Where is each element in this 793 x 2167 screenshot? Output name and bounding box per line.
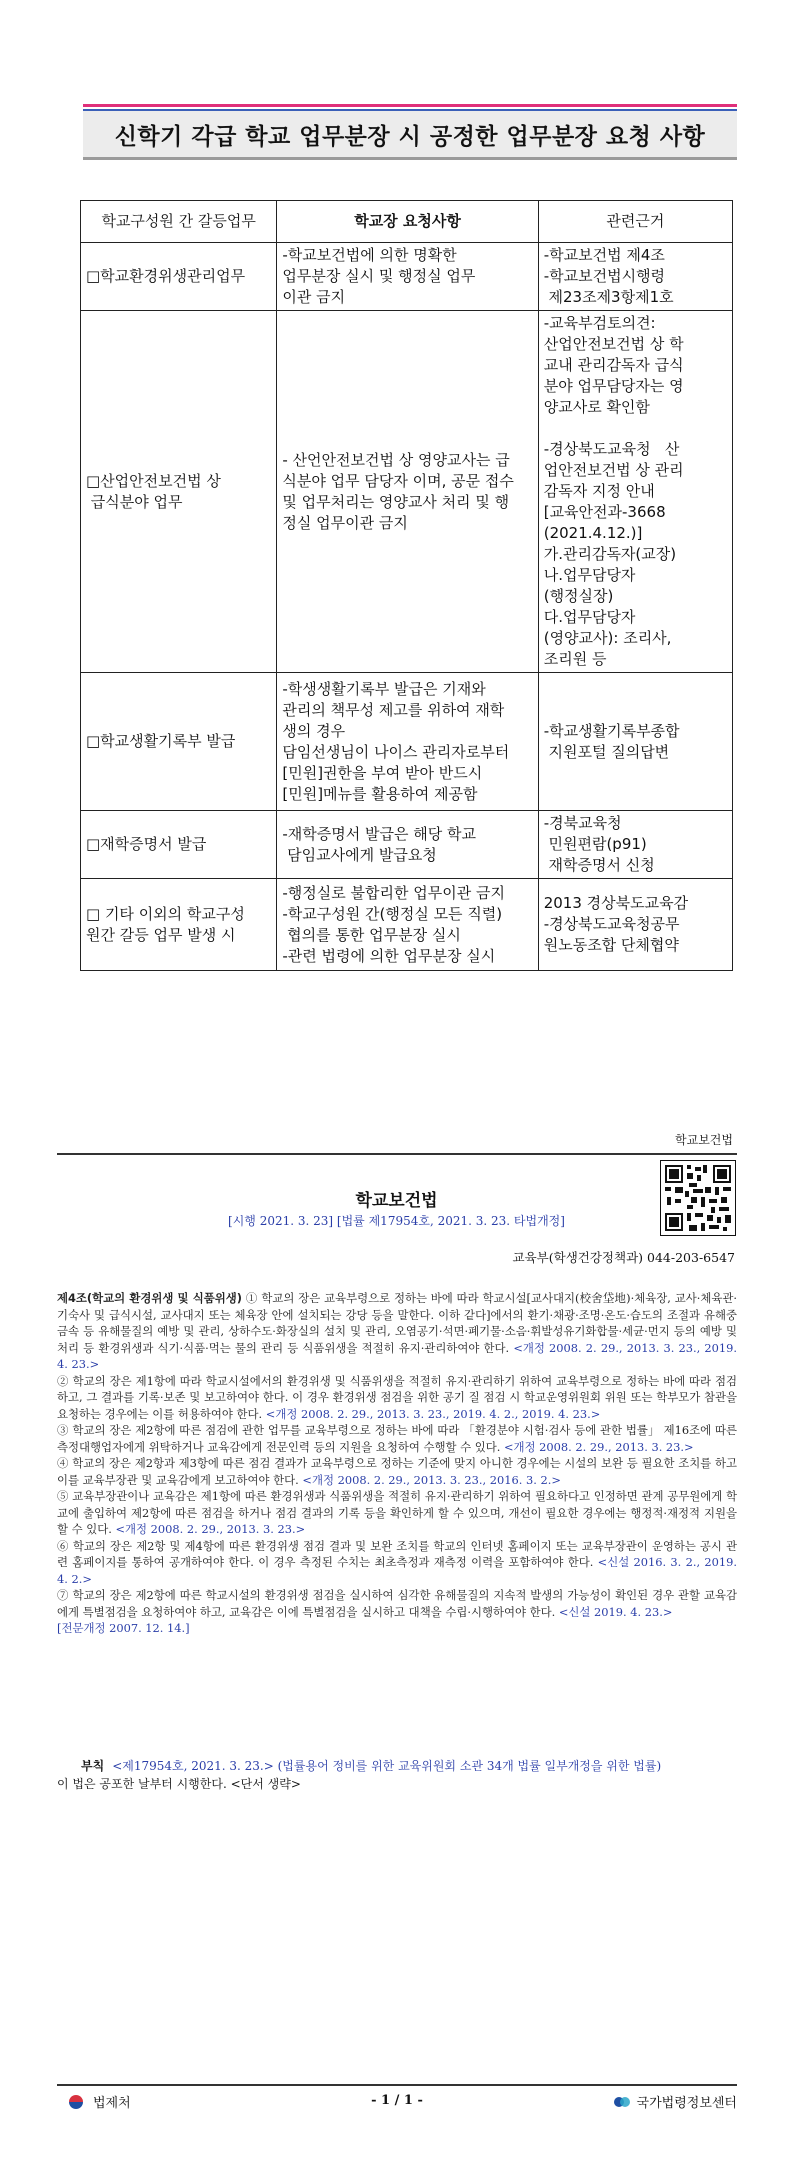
- title-bottom-line: [83, 157, 737, 160]
- basis-cell-line: [544, 418, 727, 439]
- basis-cell: [538, 673, 732, 811]
- table-row: [81, 811, 733, 879]
- request-cell-line: 담임선생님이 나이스 관리자로부터: [282, 742, 510, 761]
- category-cell: [81, 879, 277, 971]
- basis-cell-line: 교내 관리감독자 급식: [543, 356, 684, 374]
- request-cell-line: 이관 금지: [282, 288, 346, 306]
- header-conflict-task: 학교구성원 간 갈등업무: [81, 201, 277, 243]
- request-cell: [277, 243, 538, 311]
- basis-cell-line: 분야 업무담당자는 영: [543, 377, 684, 395]
- table-header-row: [81, 201, 733, 243]
- law-enforcement-info: [시행 2021. 3. 23] [법률 제17954호, 2021. 3. 23. 타법개정]: [228, 1214, 565, 1228]
- basis-cell-line: 민원편람(p91): [543, 835, 647, 853]
- basis-cell-line: 감독자 지정 안내: [543, 482, 655, 500]
- header-basis: 관련근거: [538, 201, 732, 243]
- basis-cell-line: 제23조제3항제1호: [543, 288, 674, 306]
- basis-cell-line: (영양교사): 조리사,: [543, 629, 672, 647]
- page-footer: [57, 2092, 737, 2112]
- basis-cell-line: [교육안전과-3668: [543, 503, 666, 521]
- addenda-label: 부칙: [81, 1759, 105, 1773]
- law-article-body: [57, 1290, 737, 1637]
- amendment-note: <개정 2008. 2. 29., 2013. 3. 23., 2016. 3. 2.>: [302, 1472, 561, 1487]
- category-cell: [81, 811, 277, 879]
- basis-cell-line: 가.관리감독자(교장): [543, 545, 677, 563]
- request-cell-line: 협의를 통한 업무분장 실시: [282, 925, 461, 944]
- request-cell-line: - 산언안전보건법 상 영양교사는 급: [282, 450, 510, 469]
- full-amendment-note: [전문개정 2007. 12. 14.]: [57, 1621, 190, 1635]
- request-cell-line: 및 업무처리는 영양교사 처리 및 행: [282, 492, 510, 511]
- category-cell-line: □재학증명서 발급: [86, 835, 207, 853]
- law-paragraph-5: ⑤ 교육부장관이나 교육감은 제1항에 따른 환경위생과 식품위생을 적절히 유지·관리하기 위하여 필요하다고 인정하면 관계 공무원에게 학교에 출입하여 제2항에 따른 점검을 하거나 점검 결과의 기록 등을 확인하게 할 수 있으며, 개선이 필요한 경우에는 행정적·재정적 지원을 할 수 있다. <개정 2008. 2. 29., 2013. 3. 23.>: [57, 1489, 737, 1536]
- request-cell: [277, 673, 538, 811]
- request-cell-line: -행정실로 불합리한 업무이관 금지: [282, 883, 505, 902]
- amendment-note: <개정 2008. 2. 29., 2013. 3. 23., 2019. 4. 23.>: [57, 1340, 738, 1371]
- title-banner: [83, 104, 737, 160]
- request-cell-line: 식분야 업무 담당자 이며, 공문 접수: [282, 471, 514, 490]
- table-body: [81, 243, 733, 971]
- request-cell-line: -학생생활기록부 발급은 기재와: [282, 679, 486, 698]
- request-cell-line: [민원]권한을 부여 받아 반드시: [282, 763, 483, 782]
- law-center-logo-graphic: [613, 2094, 631, 2110]
- category-cell-line: □학교환경위생관리업무: [86, 267, 246, 285]
- law-department-contact: 교육부(학생건강정책과) 044-203-6547: [512, 1250, 735, 1265]
- addenda-amendment: <제17954호, 2021. 3. 23.> (법률용어 정비를 위한 교육위원회 소관 34개 법률 일부개정을 위한 법률): [112, 1759, 662, 1773]
- request-cell-line: 생의 경우: [282, 721, 346, 740]
- addenda-heading-row: [57, 1757, 737, 1775]
- basis-cell-line: -경상북도교육청 산: [543, 440, 680, 458]
- title-top-line: [83, 104, 737, 107]
- request-cell-line: 담임교사에게 발급요청: [282, 845, 437, 864]
- amendment-note: <신설 2019. 4. 23.>: [558, 1604, 673, 1619]
- basis-cell-line: 지원포털 질의답변: [543, 742, 670, 761]
- table-row: [81, 243, 733, 311]
- basis-cell-line: -학교보건법 제4조: [543, 246, 665, 264]
- request-cell: [277, 811, 538, 879]
- addenda-text: 이 법은 공포한 날부터 시행한다. <단서 생략>: [57, 1777, 301, 1791]
- basis-cell-line: (2021.4.12.)]: [543, 524, 643, 542]
- request-cell-line: -학교보건법에 의한 명확한: [282, 246, 457, 264]
- category-cell: [81, 243, 277, 311]
- request-table: [80, 200, 733, 971]
- header-divider: [57, 1153, 737, 1155]
- category-cell-line: □ 기타 이외의 학교구성: [86, 904, 245, 923]
- basis-cell-line: -경상북도교육청공무: [543, 915, 680, 933]
- basis-cell-line: 양교사로 확인함: [543, 398, 650, 416]
- category-cell-line: □산업안전보건법 상: [86, 471, 221, 490]
- header-principal-request: 학교장 요청사항: [277, 201, 538, 243]
- law-paragraph-1: 제4조(학교의 환경위생 및 식품위생) ① 학교의 장은 교육부령으로 정하는 바에 따라 학교시설[교사대지(校舍垈地)·체육장, 교사·체육관·기숙사 및 급식시설, 교사대지 또는 체육장 안에 설치되는 강당 등을 말한다. 이하 같다]에서의 환기·채광·조명·온도·습도의 조절과 유해중금속 등 유해물질의 예방 및 관리, 상하수도·화장실의 설치 및 관리, 오염공기·석면·폐기물·소음·휘발성유기화합물·세균·먼지 등의 예방 및 처리 등 환경위생과 식기·식품·먹는 물의 관리 등 식품위생을 적절히 유지·관리하여야 한다. <개정 2008. 2. 29., 2013. 3. 23., 2019. 4. 23.>: [57, 1291, 738, 1371]
- request-cell-line: 업무분장 실시 및 행정실 업무: [282, 267, 476, 285]
- amendment-note: <신설 2016. 3. 2., 2019. 4. 2.>: [57, 1555, 737, 1586]
- addenda-section: [57, 1757, 737, 1793]
- basis-cell-line: 2013 경상북도교육감: [543, 894, 689, 912]
- category-cell: [81, 311, 277, 673]
- amendment-note: <개정 2008. 2. 29., 2013. 3. 23.>: [503, 1439, 694, 1454]
- category-cell-line: □학교생활기록부 발급: [86, 732, 236, 750]
- basis-cell-line: 다.업무담당자: [543, 608, 636, 626]
- footer-right-text: 국가법령정보센터: [636, 2096, 737, 2111]
- category-cell-line: 급식분야 업무: [86, 492, 183, 511]
- request-cell-line: -관련 법령에 의한 업무분장 실시: [282, 946, 496, 965]
- request-cell-line: -재학증명서 발급은 해당 학교: [282, 824, 476, 843]
- request-cell: [277, 879, 538, 971]
- law-paragraph-6: ⑥ 학교의 장은 제2항 및 제4항에 따른 환경위생 점검 결과 및 보완 조치를 학교의 인터넷 홈페이지 또는 교육부장관이 운영하는 공시 관련 홈페이지를 통하여 공개하여야 한다. 이 경우 측정된 수치는 최초측정과 재측정 이력을 포함하여야 한다. <신설 2016. 3. 2., 2019. 4. 2.>: [57, 1538, 737, 1586]
- basis-cell: [538, 311, 732, 673]
- basis-cell-line: -교육부검토의견:: [543, 314, 656, 332]
- footer-divider: [57, 2084, 737, 2086]
- basis-cell: [538, 243, 732, 311]
- basis-cell-line: 조리원 등: [543, 650, 607, 668]
- table-row: [81, 673, 733, 811]
- basis-cell-line: 나.업무담당자: [543, 566, 636, 584]
- request-cell: [277, 311, 538, 673]
- table-row: [81, 879, 733, 971]
- page-number: - 1 / 1 -: [371, 2093, 423, 2108]
- basis-cell-line: (행정실장): [543, 587, 614, 605]
- law-center-logo-icon: [613, 2094, 631, 2110]
- page-title: 신학기 각급 학교 업무분장 시 공정한 업무분장 요청 사항: [83, 111, 737, 157]
- category-cell-line: 원간 갈등 업무 발생 시: [86, 925, 236, 944]
- law-title: 학교보건법: [355, 1191, 438, 1211]
- article-label: 제4조(학교의 환경위생 및 식품위생): [57, 1291, 242, 1305]
- law-paragraph-2: ② 학교의 장은 제1항에 따라 학교시설에서의 환경위생 및 식품위생을 적절히 유지·관리하기 위하여 교육부령으로 정하는 바에 따라 점검하고, 그 결과를 기록·보존 및 보고하여야 한다. 이 경우 환경위생 점검을 위한 공기 질 점검 시 학교운영위원회 위원 또는 학부모가 참관을 요청하는 경우에는 이를 허용하여야 한다. <개정 2008. 2. 29., 2013. 3. 23., 2019. 4. 2., 2019. 4. 23.>: [57, 1373, 737, 1421]
- request-cell-line: [민원]메뉴를 활용하여 제공함: [282, 784, 478, 803]
- footer-left-text: 법제처: [93, 2096, 131, 2111]
- basis-cell-line: 원노동조합 단체협약: [543, 936, 679, 954]
- law-running-header: 학교보건법: [675, 1133, 733, 1147]
- law-paragraph-4: ④ 학교의 장은 제2항과 제3항에 따른 점검 결과가 교육부령으로 정하는 기준에 맞지 아니한 경우에는 시설의 보완 등 필요한 조치를 하고 이를 교육부장관 및 교육감에게 보고하여야 한다. <개정 2008. 2. 29., 2013. 3. 23., 2016. 3. 2.>: [57, 1456, 737, 1487]
- amendment-note: <개정 2008. 2. 29., 2013. 3. 23., 2019. 4. 2., 2019. 4. 23.>: [265, 1406, 601, 1421]
- law-paragraph-7: ⑦ 학교의 장은 제2항에 따른 학교시설의 환경위생 점검을 실시하여 심각한 유해물질의 지속적 발생의 가능성이 확인된 경우 관할 교육감에게 특별점검을 요청하여야 하고, 교육감은 이에 특별점검을 실시하고 대책을 수립·시행하여야 한다. <신설 2019. 4. 23.>: [57, 1588, 737, 1619]
- basis-cell-line: -학교생활기록부종합: [543, 721, 680, 740]
- footer-right: [613, 2092, 737, 2111]
- table-row: [81, 311, 733, 673]
- basis-cell-line: 재학증명서 신청: [543, 856, 655, 874]
- basis-cell-line: -경북교육청: [543, 814, 622, 832]
- category-cell: [81, 673, 277, 811]
- basis-cell-line: 산업안전보건법 상 학: [543, 335, 684, 353]
- request-cell-line: 관리의 책무성 제고를 위하여 재학: [282, 700, 505, 719]
- basis-cell-line: -학교보건법시행령: [543, 267, 666, 285]
- request-cell-line: -학교구성원 간(행정실 모든 직렬): [282, 904, 503, 923]
- basis-cell: [538, 811, 732, 879]
- basis-cell-line: 업안전보건법 상 관리: [543, 461, 684, 479]
- amendment-note: <개정 2008. 2. 29., 2013. 3. 23.>: [115, 1522, 306, 1536]
- law-paragraph-3: ③ 학교의 장은 제2항에 따른 점검에 관한 업무를 교육부령으로 정하는 바에 따라 「환경분야 시험·검사 등에 관한 법률」 제16조에 따른 측정대행업자에게 위탁하거나 교육감에게 전문인력 등의 지원을 요청하여 수행할 수 있다. <개정 2008. 2. 29., 2013. 3. 23.>: [57, 1423, 737, 1454]
- request-cell-line: 정실 업무이관 금지: [282, 513, 408, 532]
- basis-cell: [538, 879, 732, 971]
